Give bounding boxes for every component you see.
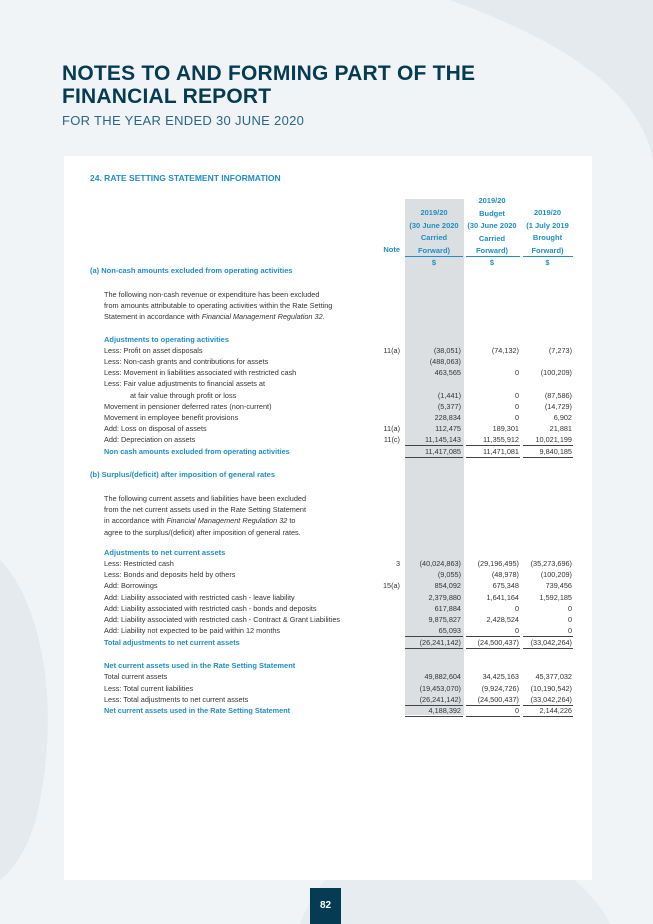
- total-rule: [405, 457, 463, 458]
- total-rule: [466, 716, 520, 717]
- total-rule: [405, 648, 463, 649]
- table-row: Less: Restricted cash 3 (40,024,863) (29,196,495) (35,273,696): [104, 559, 572, 568]
- total-rule: [523, 457, 573, 458]
- table-row: Less: Profit on asset disposals 11(a) (38,051) (74,132) (7,273): [104, 346, 572, 355]
- table-row: at fair value through profit or loss (1,441) 0 (87,586): [130, 391, 572, 400]
- table-row: Movement in employee benefit provisions 228,834 0 6,902: [104, 413, 572, 422]
- part-a-subheading: Adjustments to operating activities: [104, 335, 230, 344]
- table-row: Add: Liability associated with restricted cash - Contract & Grant Liabilities 9,875,827 2,428,524 0: [104, 615, 572, 624]
- net-assets-heading: Net current assets used in the Rate Setting Statement: [104, 661, 296, 670]
- table-row: Add: Liability associated with restricted cash - bonds and deposits 617,884 0 0: [104, 604, 572, 613]
- table-row: Movement in pensioner deferred rates (non-current) (5,377) 0 (14,729): [104, 402, 572, 411]
- header-rule: [466, 256, 520, 257]
- table-row: Less: Non-cash grants and contributions for assets (488,063): [104, 357, 461, 366]
- total-rule: [466, 648, 520, 649]
- table-row: Less: Total current liabilities (19,453,070) (9,924,726) (10,190,542): [104, 684, 572, 693]
- page-subtitle: FOR THE YEAR ENDED 30 JUNE 2020: [62, 113, 305, 128]
- currency-label: $: [431, 258, 437, 267]
- column-header-3: 2019/20 (1 July 2019 Brought Forward): [526, 208, 569, 255]
- total-rule: [466, 457, 520, 458]
- header-rule: [405, 256, 463, 257]
- total-rule: [405, 716, 463, 717]
- table-row: Add: Borrowings 15(a) 854,092 675,348 739,456: [104, 581, 572, 590]
- total-row: Net current assets used in the Rate Setting Statement 4,188,392 0 2,144,226: [104, 706, 572, 715]
- header-rule: [523, 256, 573, 257]
- page-number: 82: [310, 888, 341, 924]
- table-row: Less: Fair value adjustments to financial assets at: [104, 379, 266, 388]
- total-rule: [523, 716, 573, 717]
- table-row: Add: Loss on disposal of assets 11(a) 112,475 189,301 21,881: [104, 424, 572, 433]
- currency-label: $: [545, 258, 550, 267]
- table-row: Less: Movement in liabilities associated with restricted cash 463,565 0 (100,209): [104, 368, 572, 377]
- total-rule: [466, 445, 520, 446]
- total-rule: [523, 445, 573, 446]
- total-row: Non cash amounts excluded from operating activities 11,417,085 11,471,081 9,840,185: [104, 447, 572, 456]
- part-a-heading: (a) Non-cash amounts excluded from operating activities: [90, 266, 293, 275]
- table-row: Add: Liability associated with restricted cash - leave liability 2,379,880 1,641,164 1,592,185: [104, 593, 572, 602]
- column-header-1: 2019/20 (30 June 2020 Carried Forward): [409, 208, 459, 255]
- table-row: Add: Liability not expected to be paid within 12 months 65,093 0 0: [104, 626, 572, 635]
- currency-label: $: [489, 258, 495, 267]
- total-rule: [405, 636, 463, 637]
- part-b-description: The following current assets and liabilities have been excluded from the net current assets used in the Rate Setting Statement in accordance with Financial Management Regulation 32 to agree to the surplus/(deficit) after imposition of general rates.: [104, 494, 307, 537]
- note-column-header: Note: [383, 245, 400, 254]
- part-a-description: The following non-cash revenue or expenditure has been excluded from amounts attributable to operating activities within the Rate Setting Statement in accordance with Financial Management Regulation 32.: [104, 290, 333, 322]
- total-rule: [523, 636, 573, 637]
- total-rule: [405, 445, 463, 446]
- part-b-heading: (b) Surplus/(deficit) after imposition of general rates: [90, 470, 276, 479]
- table-row: Less: Bonds and deposits held by others (9,055) (48,978) (100,209): [104, 570, 572, 579]
- section-title: 24. RATE SETTING STATEMENT INFORMATION: [90, 173, 281, 183]
- column-header-2: 2019/20 Budget (30 June 2020 Carried Forward): [467, 196, 517, 255]
- table-row: Add: Depreciation on assets 11(c) 11,145,143 11,355,912 10,021,199: [104, 435, 572, 444]
- total-rule: [523, 648, 573, 649]
- table-row: Less: Total adjustments to net current assets (26,241,142) (24,500,437) (33,042,264): [104, 695, 572, 704]
- table-row: Total current assets 49,882,604 34,425,163 45,377,032: [104, 672, 572, 681]
- part-b-subheading: Adjustments to net current assets: [104, 548, 226, 557]
- page-title: NOTES TO AND FORMING PART OF THE FINANCIAL REPORT: [62, 62, 476, 108]
- total-rule: [466, 636, 520, 637]
- total-row: Total adjustments to net current assets (26,241,142) (24,500,437) (33,042,264): [104, 638, 572, 647]
